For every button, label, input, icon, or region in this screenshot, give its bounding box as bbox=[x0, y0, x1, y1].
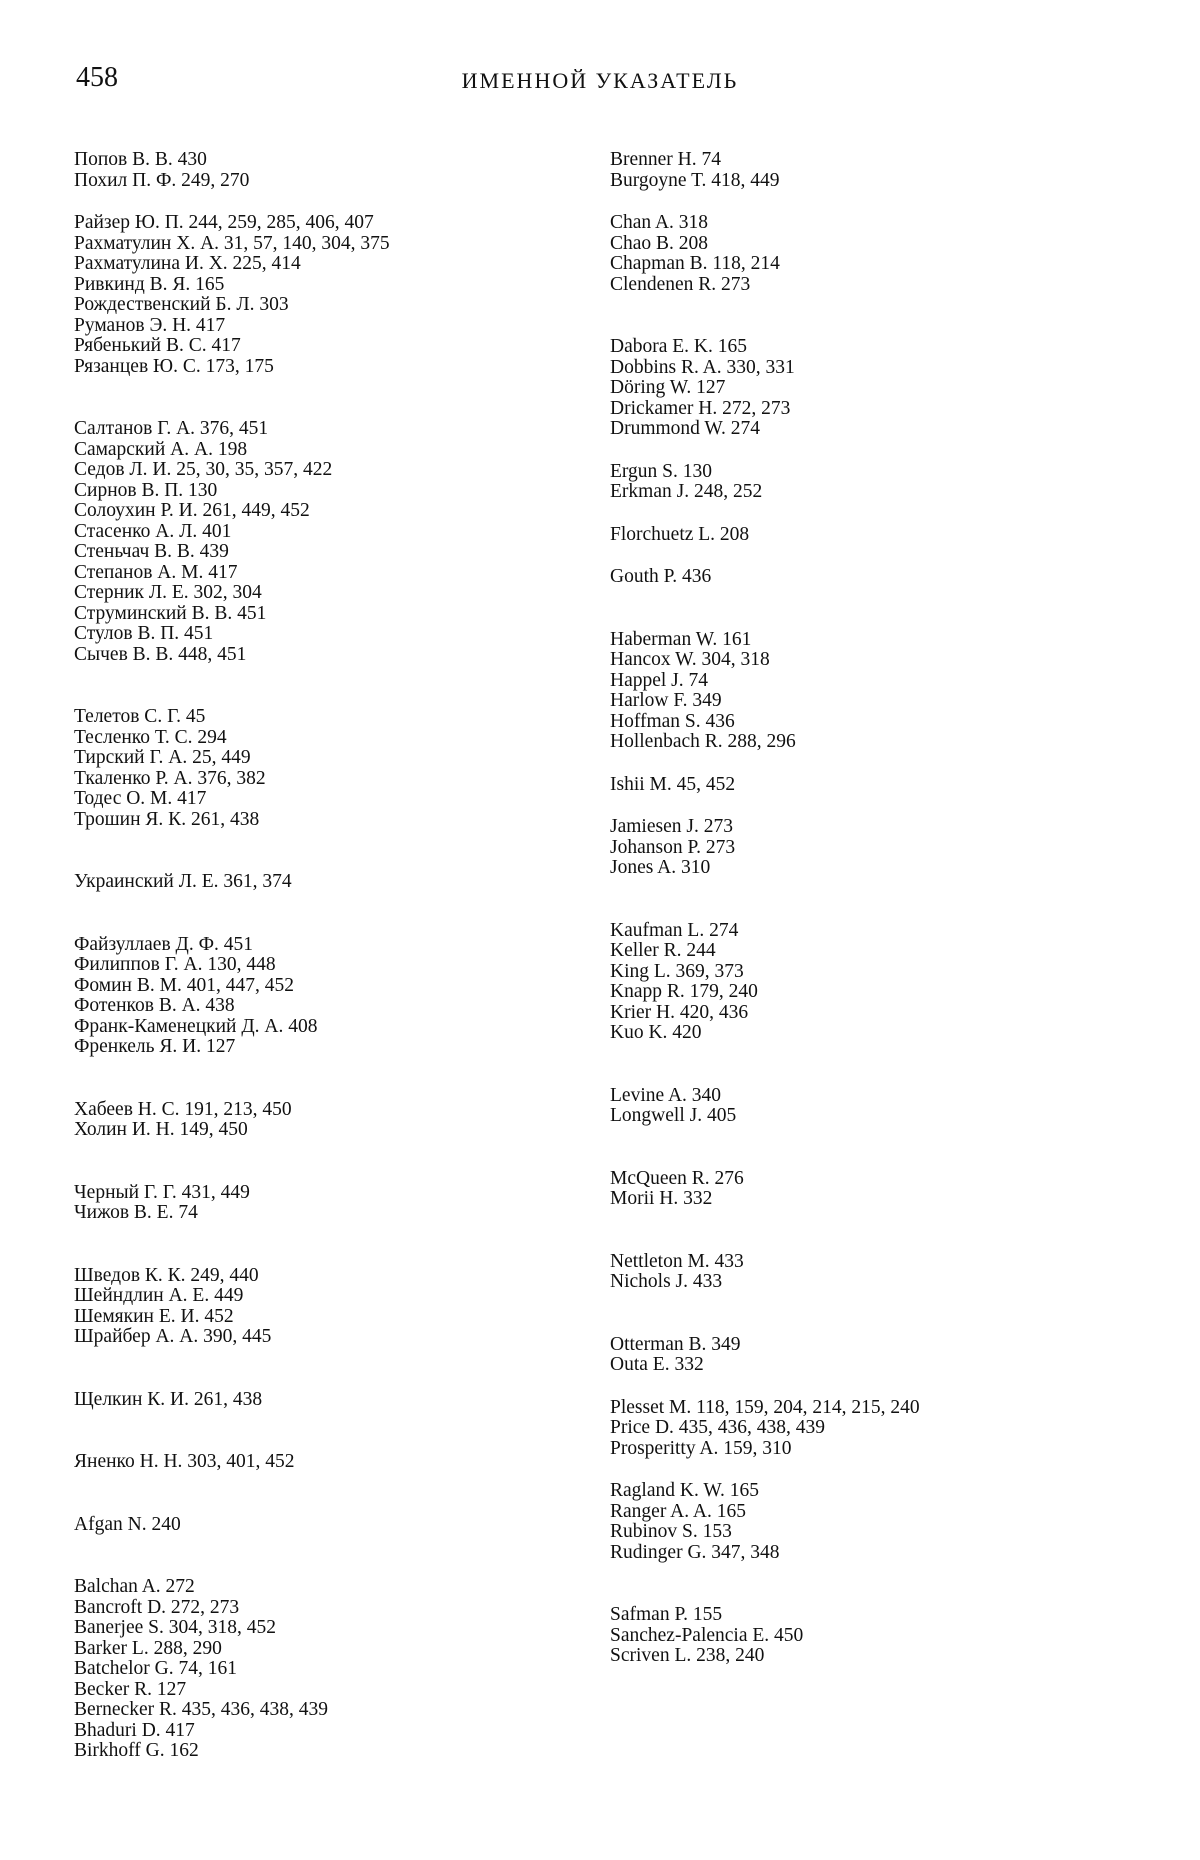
index-entry: Ragland K. W. 165 bbox=[610, 1480, 759, 1501]
index-entry: Morii H. 332 bbox=[610, 1188, 713, 1209]
index-group bbox=[610, 1252, 1170, 1293]
index-entry: Стерник Л. Е. 302, 304 bbox=[74, 582, 262, 603]
index-entry: Harlow F. 349 bbox=[610, 690, 722, 711]
index-entry: Ткаленко Р. А. 376, 382 bbox=[74, 767, 266, 789]
index-entry: Prosperitty A. 159, 310 bbox=[610, 1437, 792, 1459]
index-entry: Plesset M. 118, 159, 204, 214, 215, 240 bbox=[610, 1396, 920, 1418]
index-group bbox=[74, 1515, 594, 1536]
index-group bbox=[74, 1577, 594, 1762]
index-entry: Johanson P. 273 bbox=[610, 836, 736, 858]
page-number: 458 bbox=[76, 62, 118, 93]
index-entry: Florchuetz L. 208 bbox=[610, 523, 750, 545]
index-entry: Стеньчач В. В. 439 bbox=[74, 541, 229, 562]
index-entry: Ergun S. 130 bbox=[610, 460, 713, 482]
index-entry: Bernecker R. 435, 436, 438, 439 bbox=[74, 1699, 328, 1720]
index-entry: Kaufman L. 274 bbox=[610, 919, 739, 941]
index-entry: Черный Г. Г. 431, 449 bbox=[74, 1181, 250, 1203]
index-entry: Erkman J. 248, 252 bbox=[610, 481, 763, 502]
index-entry: Dabora E. K. 165 bbox=[610, 336, 748, 357]
index-entry: Haberman W. 161 bbox=[610, 628, 752, 650]
index-entry: Döring W. 127 bbox=[610, 377, 726, 398]
index-entry: Batchelor G. 74, 161 bbox=[74, 1658, 238, 1679]
index-entry: Похил П. Ф. 249, 270 bbox=[74, 169, 250, 191]
index-entry: Gouth P. 436 bbox=[610, 566, 712, 587]
index-entry: Тесленко Т. С. 294 bbox=[74, 726, 227, 748]
index-entry: Chapman B. 118, 214 bbox=[610, 253, 780, 274]
index-group bbox=[610, 1605, 1170, 1667]
index-entry: Райзер Ю. П. 244, 259, 285, 406, 407 bbox=[74, 212, 374, 233]
index-entry: Banerjee S. 304, 318, 452 bbox=[74, 1617, 277, 1638]
index-entry: Хабеев Н. С. 191, 213, 450 bbox=[74, 1098, 292, 1120]
index-entry: Ривкинд В. Я. 165 bbox=[74, 273, 225, 295]
index-entry: Ranger A. A. 165 bbox=[610, 1500, 746, 1522]
index-column-left bbox=[74, 150, 594, 1762]
index-entry: Рахматулина И. Х. 225, 414 bbox=[74, 253, 301, 274]
index-entry: Попов В. В. 430 bbox=[74, 149, 207, 170]
index-entry: Ishii M. 45, 452 bbox=[610, 773, 736, 795]
index-group bbox=[610, 1398, 1170, 1460]
index-group bbox=[610, 567, 1170, 588]
index-entry: Филиппов Г. А. 130, 448 bbox=[74, 954, 276, 975]
index-entry: Knapp R. 179, 240 bbox=[610, 981, 758, 1002]
index-entry: Файзуллаев Д. Ф. 451 bbox=[74, 933, 253, 955]
index-entry: Шрайбер А. А. 390, 445 bbox=[74, 1326, 272, 1347]
index-group bbox=[74, 419, 594, 665]
index-entry: Шведов К. К. 249, 440 bbox=[74, 1264, 259, 1286]
index-entry: Стасенко А. Л. 401 bbox=[74, 520, 232, 542]
index-entry: Стулов В. П. 451 bbox=[74, 623, 214, 644]
index-entry: Scriven L. 238, 240 bbox=[610, 1645, 765, 1666]
index-entry: Rudinger G. 347, 348 bbox=[610, 1541, 780, 1563]
index-group bbox=[74, 150, 594, 191]
index-entry: Щелкин К. И. 261, 438 bbox=[74, 1388, 263, 1410]
index-group bbox=[74, 1100, 594, 1141]
index-entry: Outa E. 332 bbox=[610, 1354, 704, 1375]
index-entry: Drummond W. 274 bbox=[610, 418, 761, 439]
index-entry: Рахматулин Х. А. 31, 57, 140, 304, 375 bbox=[74, 232, 390, 254]
index-entry: Keller R. 244 bbox=[610, 940, 716, 961]
index-entry: Салтанов Г. А. 376, 451 bbox=[74, 418, 269, 439]
index-entry: Рябенький В. С. 417 bbox=[74, 335, 241, 356]
index-entry: Сычев В. В. 448, 451 bbox=[74, 643, 247, 665]
index-group bbox=[610, 150, 1170, 191]
index-entry: Happel J. 74 bbox=[610, 669, 709, 691]
index-entry: Bhaduri D. 417 bbox=[74, 1719, 195, 1741]
index-entry: Шемякин Е. И. 452 bbox=[74, 1305, 234, 1327]
index-entry: King L. 369, 373 bbox=[610, 960, 744, 982]
index-entry: Hancox W. 304, 318 bbox=[610, 649, 770, 670]
index-group bbox=[74, 707, 594, 830]
index-entry: Рождественский Б. Л. 303 bbox=[74, 294, 289, 315]
index-entry: Самарский А. А. 198 bbox=[74, 438, 248, 460]
index-group bbox=[610, 775, 1170, 796]
index-entry: Jones A. 310 bbox=[610, 857, 711, 878]
index-entry: Украинский Л. Е. 361, 374 bbox=[74, 871, 292, 892]
index-entry: Френкель Я. И. 127 bbox=[74, 1036, 236, 1057]
index-group bbox=[610, 525, 1170, 546]
index-entry: McQueen R. 276 bbox=[610, 1167, 744, 1189]
index-entry: Rubinov S. 153 bbox=[610, 1521, 732, 1542]
running-head: ИМЕННОЙ УКАЗАТЕЛЬ bbox=[461, 68, 739, 93]
index-group bbox=[74, 872, 594, 893]
index-entry: Chao B. 208 bbox=[610, 232, 709, 254]
index-entry: Brenner H. 74 bbox=[610, 149, 722, 170]
index-entry: Фомин В. М. 401, 447, 452 bbox=[74, 974, 294, 996]
index-entry: Birkhoff G. 162 bbox=[74, 1740, 199, 1761]
index-group bbox=[74, 935, 594, 1058]
index-entry: Barker L. 288, 290 bbox=[74, 1637, 222, 1659]
index-entry: Холин И. Н. 149, 450 bbox=[74, 1119, 248, 1140]
index-group bbox=[610, 1086, 1170, 1127]
index-entry: Струминский В. В. 451 bbox=[74, 602, 267, 624]
index-entry: Levine A. 340 bbox=[610, 1084, 722, 1106]
index-entry: Солоухин Р. И. 261, 449, 452 bbox=[74, 500, 310, 521]
index-entry: Becker R. 127 bbox=[74, 1678, 187, 1700]
index-entry: Price D. 435, 436, 438, 439 bbox=[610, 1417, 826, 1438]
index-entry: Руманов Э. Н. 417 bbox=[74, 314, 226, 336]
index-group bbox=[74, 1452, 594, 1473]
index-group bbox=[74, 1183, 594, 1224]
index-group bbox=[74, 1390, 594, 1411]
index-entry: Krier H. 420, 436 bbox=[610, 1001, 749, 1023]
index-group bbox=[610, 630, 1170, 753]
index-entry: Burgoyne T. 418, 449 bbox=[610, 169, 780, 191]
index-entry: Otterman B. 349 bbox=[610, 1333, 741, 1355]
index-entry: Франк-Каменецкий Д. А. 408 bbox=[74, 1015, 318, 1037]
index-entry: Dobbins R. A. 330, 331 bbox=[610, 356, 795, 378]
index-column-right bbox=[610, 150, 1170, 1667]
index-entry: Jamiesen J. 273 bbox=[610, 816, 733, 837]
index-entry: Телетов С. Г. 45 bbox=[74, 706, 206, 727]
index-entry: Сирнов В. П. 130 bbox=[74, 479, 218, 501]
index-entry: Safman P. 155 bbox=[610, 1604, 723, 1625]
index-entry: Chan A. 318 bbox=[610, 212, 709, 233]
index-entry: Фотенков В. А. 438 bbox=[74, 995, 235, 1016]
index-entry: Longwell J. 405 bbox=[610, 1105, 737, 1126]
index-entry: Drickamer H. 272, 273 bbox=[610, 397, 791, 419]
index-entry: Balchan A. 272 bbox=[74, 1576, 195, 1597]
index-group bbox=[610, 337, 1170, 440]
index-entry: Трошин Я. К. 261, 438 bbox=[74, 808, 260, 830]
index-entry: Тодес О. М. 417 bbox=[74, 788, 207, 809]
index-entry: Степанов А. М. 417 bbox=[74, 561, 238, 583]
index-entry: Седов Л. И. 25, 30, 35, 357, 422 bbox=[74, 459, 333, 480]
index-entry: Nichols J. 433 bbox=[610, 1271, 723, 1292]
index-entry: Clendenen R. 273 bbox=[610, 273, 751, 295]
index-entry: Чижов В. Е. 74 bbox=[74, 1202, 198, 1223]
index-entry: Afgan N. 240 bbox=[74, 1513, 181, 1535]
index-group bbox=[610, 1481, 1170, 1563]
index-group bbox=[610, 1335, 1170, 1376]
index-entry: Nettleton M. 433 bbox=[610, 1250, 744, 1272]
index-entry: Hoffman S. 436 bbox=[610, 710, 735, 732]
index-entry: Рязанцев Ю. С. 173, 175 bbox=[74, 355, 274, 377]
index-group bbox=[74, 1266, 594, 1348]
index-group bbox=[610, 213, 1170, 295]
index-entry: Тирский Г. А. 25, 449 bbox=[74, 747, 251, 768]
index-group bbox=[610, 817, 1170, 879]
index-group bbox=[610, 921, 1170, 1044]
index-entry: Sanchez-Palencia E. 450 bbox=[610, 1624, 804, 1646]
index-entry: Bancroft D. 272, 273 bbox=[74, 1596, 240, 1618]
index-group bbox=[610, 462, 1170, 503]
index-entry: Яненко Н. Н. 303, 401, 452 bbox=[74, 1451, 295, 1472]
index-group bbox=[74, 213, 594, 377]
index-entry: Kuo K. 420 bbox=[610, 1022, 702, 1043]
index-entry: Hollenbach R. 288, 296 bbox=[610, 731, 796, 752]
index-entry: Шейндлин А. Е. 449 bbox=[74, 1285, 244, 1306]
index-group bbox=[610, 1169, 1170, 1210]
